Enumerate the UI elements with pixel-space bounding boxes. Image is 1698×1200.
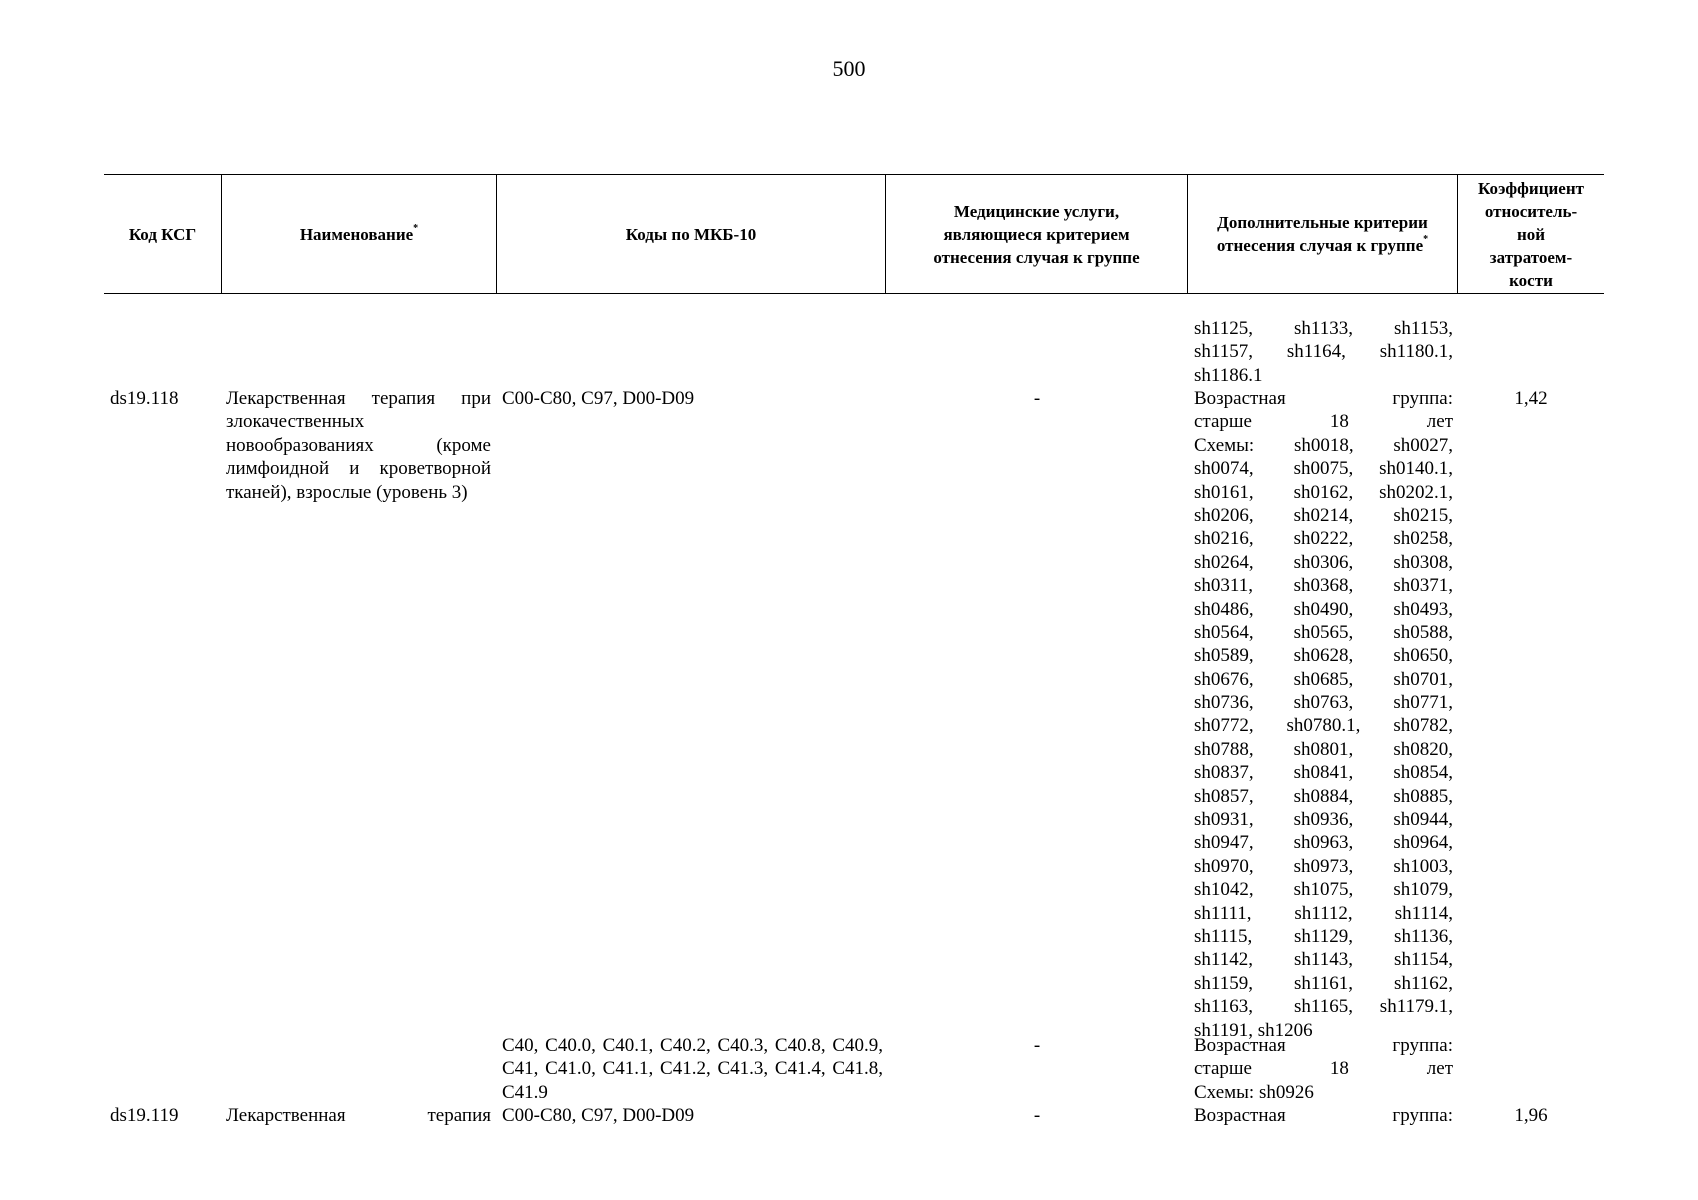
scheme-code: sh0973, bbox=[1293, 855, 1354, 877]
scheme-code: sh0837, bbox=[1194, 762, 1254, 784]
scheme-code: sh0308, bbox=[1393, 551, 1453, 573]
scheme-code: sh0075, bbox=[1293, 458, 1354, 480]
header-mkb-codes: Коды по МКБ-10 bbox=[497, 175, 886, 293]
scheme-code: sh0216, bbox=[1194, 528, 1254, 550]
scheme-code: sh1159, bbox=[1194, 972, 1253, 994]
age-label: Возрастная bbox=[1194, 1035, 1286, 1056]
table-header bbox=[104, 174, 1604, 294]
scheme-code: sh0763, bbox=[1293, 692, 1354, 714]
scheme-code: sh0936, bbox=[1293, 809, 1354, 831]
scheme-code: sh0368, bbox=[1293, 575, 1354, 597]
criteria-cell bbox=[1194, 1034, 1453, 1104]
scheme-code: sh1042, bbox=[1194, 879, 1254, 901]
criteria-cell bbox=[1194, 387, 1453, 1042]
ksg-code: ds19.118 bbox=[110, 388, 179, 409]
header-additional-criteria: Дополнительные критерии отнесения случая к группе* bbox=[1188, 175, 1458, 293]
schemes-list: Схемы: sh0926 bbox=[1194, 1081, 1314, 1103]
scheme-code: sh0306, bbox=[1293, 551, 1354, 573]
scheme-code: sh0685, bbox=[1293, 668, 1354, 690]
ksg-name: Лекарственная терапия bbox=[226, 1105, 491, 1126]
scheme-code: sh0589, bbox=[1194, 645, 1254, 667]
scheme-code: sh0222, bbox=[1293, 528, 1354, 550]
header-code: Код КСГ bbox=[104, 175, 222, 293]
header-coefficient bbox=[1458, 175, 1604, 293]
medical-services: - bbox=[1033, 388, 1041, 409]
mkb-codes: C00-C80, C97, D00-D09 bbox=[502, 388, 695, 409]
scheme-code: sh1179.1, bbox=[1379, 996, 1453, 1018]
scheme-code: sh0490, bbox=[1293, 598, 1354, 620]
schemes-label: Схемы: bbox=[1194, 434, 1255, 456]
scheme-code: sh0628, bbox=[1293, 645, 1354, 667]
scheme-code: sh0486, bbox=[1194, 598, 1254, 620]
scheme-code: sh1125, bbox=[1194, 318, 1253, 339]
scheme-code: sh0371, bbox=[1393, 575, 1453, 597]
scheme-code: sh0676, bbox=[1194, 668, 1254, 690]
scheme-code: sh1112, bbox=[1294, 902, 1353, 924]
scheme-code: sh0018, bbox=[1293, 434, 1354, 456]
scheme-code: sh0820, bbox=[1393, 738, 1453, 760]
scheme-code: sh1162, bbox=[1394, 972, 1453, 994]
schemes-list bbox=[1194, 457, 1453, 1018]
scheme-code: sh0963, bbox=[1293, 832, 1354, 854]
scheme-code: sh1142, bbox=[1194, 949, 1253, 971]
ksg-name: Лекарственная терапия при злокачественных новообразованиях (кроме лимфоидной и кроветворной тканей), взрослые (уровень 3) bbox=[226, 388, 491, 503]
scheme-code: sh1133, bbox=[1294, 318, 1353, 339]
scheme-code: sh1154, bbox=[1394, 949, 1453, 971]
scheme-code: sh0782, bbox=[1393, 715, 1453, 737]
scheme-code: sh0264, bbox=[1194, 551, 1254, 573]
scheme-code: sh0565, bbox=[1293, 621, 1354, 643]
age-years: лет bbox=[1426, 411, 1453, 433]
scheme-code: sh0801, bbox=[1293, 738, 1354, 760]
criteria-cell bbox=[1194, 1104, 1453, 1127]
age-group: группа: bbox=[1392, 1035, 1453, 1056]
scheme-code: sh0964, bbox=[1393, 832, 1453, 854]
page-number: 500 bbox=[832, 56, 866, 81]
scheme-code: sh0885, bbox=[1393, 785, 1453, 807]
scheme-code: sh1157, bbox=[1194, 341, 1253, 363]
scheme-code: sh0771, bbox=[1393, 692, 1453, 714]
scheme-code: sh0202.1, bbox=[1379, 481, 1453, 503]
age-label: Возрастная bbox=[1194, 388, 1286, 409]
scheme-code: sh1129, bbox=[1294, 925, 1353, 947]
medical-services: - bbox=[1033, 1035, 1041, 1056]
header-coefficient-line: затратоем- bbox=[1489, 247, 1573, 267]
header-medical-services: Медицинские услуги, являющиеся критерием отнесения случая к группе bbox=[886, 175, 1188, 293]
age-group: группа: bbox=[1392, 1105, 1453, 1126]
scheme-code: sh0215, bbox=[1393, 504, 1453, 526]
scheme-code: sh0970, bbox=[1194, 855, 1254, 877]
scheme-code: sh0027, bbox=[1393, 434, 1453, 456]
scheme-code: sh0258, bbox=[1393, 528, 1453, 550]
scheme-code: sh0214, bbox=[1293, 504, 1354, 526]
scheme-code: sh1163, bbox=[1194, 996, 1253, 1018]
scheme-code: sh1079, bbox=[1393, 879, 1453, 901]
scheme-code: sh0944, bbox=[1393, 809, 1453, 831]
header-coefficient-line: относитель- bbox=[1484, 201, 1578, 221]
medical-services: - bbox=[1033, 1105, 1041, 1126]
scheme-code: sh0884, bbox=[1293, 785, 1354, 807]
scheme-code: sh0162, bbox=[1293, 481, 1354, 503]
scheme-code: sh1114, bbox=[1394, 902, 1453, 924]
header-coefficient-line: Коэффициент bbox=[1477, 178, 1585, 198]
scheme-code: sh0140.1, bbox=[1379, 458, 1453, 480]
scheme-code: sh1186.1 bbox=[1194, 364, 1263, 386]
scheme-code: sh1191, sh1206 bbox=[1194, 1019, 1313, 1041]
age-label: Возрастная bbox=[1194, 1105, 1286, 1126]
scheme-code: sh0736, bbox=[1194, 692, 1254, 714]
scheme-code: sh1115, bbox=[1194, 925, 1253, 947]
age-number: 18 bbox=[1329, 411, 1349, 433]
scheme-code: sh1165, bbox=[1294, 996, 1353, 1018]
header-coefficient-line: кости bbox=[1509, 270, 1553, 290]
scheme-code: sh0564, bbox=[1194, 621, 1254, 643]
scheme-code: sh0841, bbox=[1293, 762, 1354, 784]
scheme-code: sh1003, bbox=[1393, 855, 1453, 877]
scheme-code: sh1143, bbox=[1294, 949, 1353, 971]
ksg-code: ds19.119 bbox=[110, 1105, 179, 1126]
scheme-code: sh1180.1, bbox=[1379, 341, 1453, 363]
scheme-code: sh0074, bbox=[1194, 458, 1254, 480]
scheme-code: sh1136, bbox=[1394, 925, 1453, 947]
age-years: лет bbox=[1426, 1058, 1453, 1080]
scheme-code: sh0206, bbox=[1194, 504, 1254, 526]
scheme-code: sh0780.1, bbox=[1286, 715, 1361, 737]
age-older: старше bbox=[1194, 411, 1252, 433]
scheme-code: sh1075, bbox=[1293, 879, 1354, 901]
scheme-code: sh1111, bbox=[1194, 902, 1252, 924]
scheme-code: sh0650, bbox=[1393, 645, 1453, 667]
age-number: 18 bbox=[1329, 1058, 1349, 1080]
scheme-code: sh0772, bbox=[1194, 715, 1254, 737]
header-coefficient-line: ной bbox=[1516, 224, 1546, 244]
criteria-cell bbox=[1194, 317, 1453, 387]
scheme-code: sh1164, bbox=[1286, 341, 1346, 363]
scheme-code: sh1161, bbox=[1294, 972, 1353, 994]
scheme-code: sh0854, bbox=[1393, 762, 1453, 784]
scheme-code: sh1153, bbox=[1394, 318, 1453, 339]
scheme-code: sh0947, bbox=[1194, 832, 1254, 854]
scheme-code: sh0161, bbox=[1194, 481, 1254, 503]
scheme-code: sh0701, bbox=[1393, 668, 1453, 690]
scheme-code: sh0311, bbox=[1194, 575, 1253, 597]
coefficient: 1,42 bbox=[1514, 388, 1548, 409]
mkb-codes: C00-C80, C97, D00-D09 bbox=[502, 1105, 695, 1126]
scheme-code: sh0857, bbox=[1194, 785, 1254, 807]
header-name: Наименование* bbox=[222, 175, 497, 293]
scheme-code: sh0931, bbox=[1194, 809, 1254, 831]
mkb-codes: C40, C40.0, C40.1, C40.2, C40.3, C40.8, C40.9, C41, C41.0, C41.1, C41.2, C41.3, C41.4, C41.8, C41.9 bbox=[502, 1035, 883, 1103]
coefficient: 1,96 bbox=[1514, 1105, 1548, 1126]
age-older: старше bbox=[1194, 1058, 1252, 1080]
scheme-code: sh0788, bbox=[1194, 738, 1254, 760]
scheme-code: sh0588, bbox=[1393, 621, 1453, 643]
age-group: группа: bbox=[1392, 388, 1453, 409]
scheme-code: sh0493, bbox=[1393, 598, 1453, 620]
